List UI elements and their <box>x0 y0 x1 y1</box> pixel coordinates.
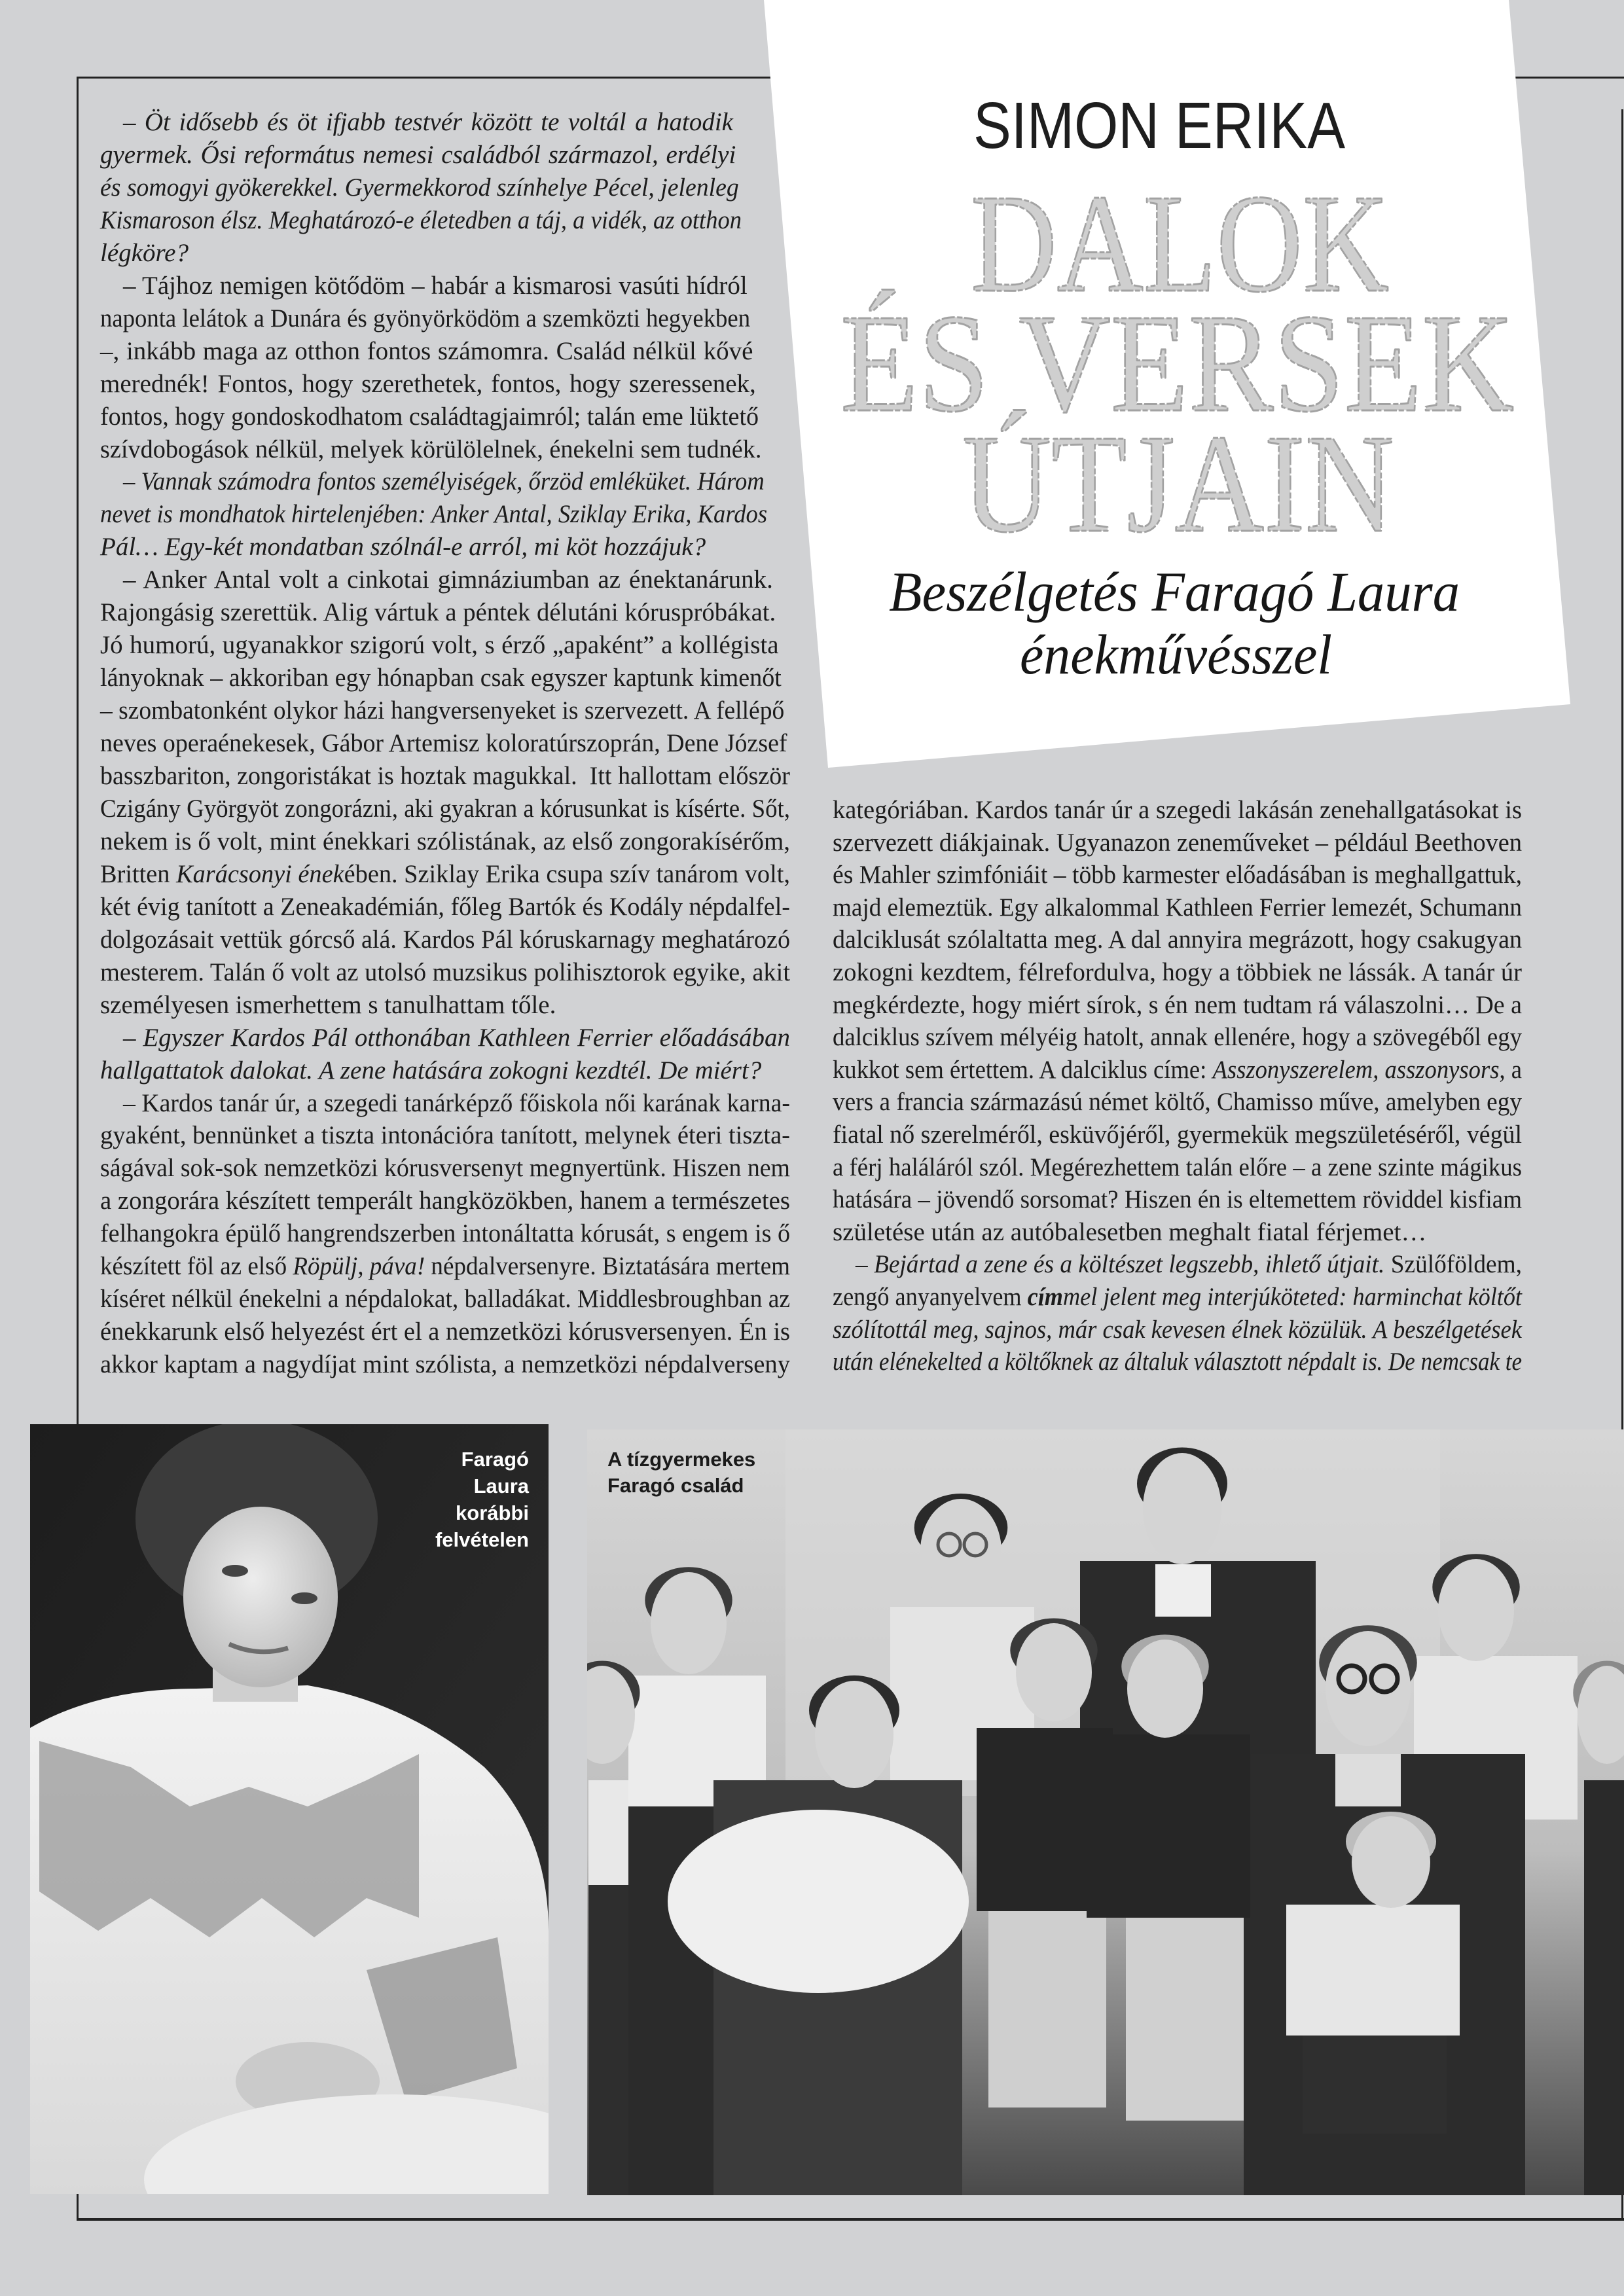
italic-text: Asszonyszerelem, asszonysors <box>1212 1055 1500 1084</box>
text-line <box>100 302 750 335</box>
family-caption-line-1: A tízgyermekes <box>607 1448 756 1471</box>
text-line <box>100 1217 790 1250</box>
text-segment: Czigány Györgyöt zongorázni, aki gyakran a kórusunkat is kísérte. Sőt, <box>100 794 790 823</box>
text-line <box>833 989 1522 1022</box>
text-line <box>833 1086 1522 1119</box>
italic-text: légköre? <box>100 238 189 267</box>
text-segment: énekkarunk első helyezést ért el a nemzetközi kórusversenyen. Én is <box>100 1318 790 1346</box>
text-segment: merednék! Fontos, hogy szerethetek, fontos, hogy szeressenek, <box>100 369 756 398</box>
text-line <box>833 891 1522 924</box>
text-segment: dalciklus szívem mélyéig hatolt, annak ellenére, hogy a szövegéből egy <box>833 1023 1522 1052</box>
text-line <box>833 1314 1522 1346</box>
text-line <box>100 825 790 858</box>
portrait-caption-line-2: Laura <box>473 1475 529 1498</box>
italic-text: – Vannak számodra fontos személyiségek, őrzöd emléküket. Három <box>123 467 765 496</box>
text-line <box>100 924 790 956</box>
text-line <box>100 401 759 433</box>
text-segment: zokogni kezdtem, félrefordulva, hogy a többiek ne lássák. A tanár úr <box>833 958 1522 986</box>
text-line <box>100 1054 790 1087</box>
italic-text: – Öt idősebb és öt ifjabb testvér között te voltál a hatodik <box>123 108 733 136</box>
text-line <box>833 924 1522 956</box>
text-line <box>100 531 770 564</box>
italic-text: mel jelent meg interjúköteted: harminchat költőt <box>1062 1283 1522 1311</box>
text-line <box>833 1183 1522 1216</box>
text-line <box>123 1022 790 1054</box>
text-line <box>100 858 790 891</box>
italic-text: után elénekelted a költőknek az általuk választott népdalt is. De nemcsak te <box>833 1348 1522 1376</box>
text-line <box>100 204 742 237</box>
text-line <box>100 629 779 662</box>
italic-text: gyermek. Ősi református nemesi családból származol, erdélyi <box>100 140 736 169</box>
text-segment: hatására – jövendő sorsomat? Hiszen én is eltemettem röviddel kisfiam <box>833 1185 1522 1214</box>
text-line <box>100 335 753 368</box>
text-line <box>100 1316 790 1348</box>
text-line <box>100 662 782 694</box>
text-line <box>100 596 776 629</box>
text-segment: szívdobogások nélkül, melyek körülölelnek, énekelni sem tudnék. <box>100 435 762 463</box>
text-line <box>833 1346 1522 1378</box>
text-line <box>100 1250 790 1283</box>
italic-text: – Egyszer Kardos Pál otthonában Kathleen Ferrier előadásában <box>123 1023 790 1052</box>
portrait-caption-line-1: Faragó <box>461 1448 529 1471</box>
text-segment: majd elemeztük. Egy alkalommal Kathleen Ferrier lemezét, Schumann <box>833 893 1522 922</box>
text-line <box>100 989 790 1022</box>
text-segment: a zongorára készített temperált hangközökben, hanem a természetes <box>100 1187 790 1215</box>
text-segment: lányoknak – akkoriban egy hónapban csak egyszer kaptunk kimenőt <box>100 664 782 692</box>
text-segment: ságával sok-sok nemzetközi kórusversenyt megnyertünk. Hiszen nem <box>100 1154 790 1183</box>
text-segment: kíséret nélkül énekelni a népdalokat, balladákat. Middlesbroughban az <box>100 1285 790 1314</box>
headline-line-1: DALOK <box>971 165 1389 321</box>
text-segment: Britten <box>100 859 177 888</box>
headline-line-2: ÉS VERSEK <box>840 285 1514 441</box>
text-line <box>833 1216 1522 1249</box>
portrait-caption-line-4: felvételen <box>435 1528 529 1551</box>
text-line <box>833 1054 1522 1086</box>
text-segment: basszbariton, zongoristákat is hoztak magukkal. Itt hallottam először <box>100 762 790 790</box>
text-segment: készített föl az első <box>100 1252 293 1281</box>
text-segment: megkérdezte, hogy miért sírok, s én nem tudtam rá válaszolni… De a <box>833 990 1522 1019</box>
text-segment: Szülőföldem, <box>1384 1250 1522 1279</box>
text-line <box>833 827 1522 859</box>
text-line <box>100 498 767 531</box>
italic-text: és somogyi gyökerekkel. Gyermekkorod színhelye Pécel, jelenleg <box>100 173 739 202</box>
text-segment: népdalversenyre. Biztatására mertem <box>425 1252 790 1281</box>
subtitle-line-2: énekművésszel <box>1020 623 1332 686</box>
text-line <box>100 139 736 171</box>
text-line <box>100 368 756 401</box>
text-line <box>100 237 744 270</box>
text-line <box>856 1248 1522 1281</box>
text-segment: fontos, hogy gondoskodhatom családtagjaimról; talán eme lüktető <box>100 402 759 431</box>
text-segment: és Mahler szimfóniáit – több karmester előadásában is meghallgattuk, <box>833 861 1522 889</box>
text-line <box>123 465 765 498</box>
text-segment: felhangokra épülő hangrendszerben intonáltatta kórusát, s engem is ő <box>100 1219 790 1248</box>
text-segment: személyesen ismerhettem s tanulhattam tőle. <box>100 990 556 1019</box>
text-segment: – Tájhoz nemigen kötődöm – habár a kismarosi vasúti hídról <box>123 271 748 300</box>
family-caption-line-2: Faragó család <box>607 1474 744 1497</box>
text-line <box>100 793 790 825</box>
text-segment: kategóriában. Kardos tanár úr a szegedi lakásán zenehallgatásokat is <box>833 796 1522 824</box>
italic-text: – Bejártad a zene és a költészet legszebb, ihlető útjait. <box>856 1250 1385 1279</box>
text-line <box>100 727 787 760</box>
text-segment: akkor kaptam a nagydíjat mint szólista, a nemzetközi népdalverseny <box>100 1350 790 1379</box>
text-line <box>833 1281 1522 1314</box>
italic-text: nevet is mondhatok hirtelenjében: Anker Antal, Sziklay Erika, Kardos <box>100 500 768 529</box>
text-segment: neves operaénekesek, Gábor Artemisz koloratúrszoprán, Dene József <box>100 729 787 758</box>
text-line <box>833 859 1522 891</box>
text-line <box>100 1119 790 1152</box>
text-segment: két évig tanított a Zeneakadémián, főleg Bartók és Kodály népdalfel- <box>100 892 790 921</box>
text-segment: zengő anyanyelvem <box>833 1283 1028 1311</box>
text-line <box>100 694 784 727</box>
italic-text: Röpülj, páva! <box>293 1252 425 1281</box>
text-line <box>100 1185 790 1217</box>
text-segment: nekem is ő volt, mint énekkari szólistának, az első zongorakísérőm, <box>100 827 790 855</box>
text-line <box>833 1021 1522 1054</box>
text-line <box>123 106 733 139</box>
text-segment: kukkot sem értettem. A dalciklus címe: <box>833 1055 1213 1084</box>
author-name: SIMON ERIKA <box>973 89 1346 162</box>
text-line <box>100 1348 790 1381</box>
text-segment: –, inkább maga az otthon fontos számomra. Család nélkül kővé <box>100 336 753 365</box>
portrait-caption-line-3: korábbi <box>456 1501 529 1524</box>
text-segment: , a <box>1499 1055 1522 1084</box>
text-segment: születése után az autóbalesetben meghalt fiatal férjemet… <box>833 1217 1427 1246</box>
text-segment: mesterem. Talán ő volt az utolsó muzsikus polihisztorok egyike, akit <box>100 958 790 986</box>
italic-text: Karácsonyi ének <box>176 859 344 888</box>
text-segment: – Kardos tanár úr, a szegedi tanárképző főiskola női karának karna- <box>123 1088 790 1117</box>
text-segment: dolgozásait vettük górcső alá. Kardos Pál kóruskarnagy meghatározó <box>100 925 790 954</box>
text-segment: a férj haláláról szól. Megérezhettem talán előre – a zene szinte mágikus <box>833 1153 1522 1181</box>
subtitle-line-1: Beszélgetés Faragó Laura <box>889 560 1460 623</box>
text-line <box>833 794 1522 827</box>
text-segment: vers a francia származású német költő, Chamisso műve, amelyben egy <box>833 1088 1522 1117</box>
text-segment: gyaként, bennünket a tiszta intonációra tanított, melynek éteri tiszta- <box>100 1121 790 1150</box>
text-line <box>100 1283 790 1316</box>
text-segment: – szombatonként olykor házi hangversenyeket is szervezett. A fellépő <box>100 696 785 725</box>
italic-text: Pál… Egy-két mondatban szólnál-e arról, mi köt hozzájuk? <box>100 533 706 562</box>
text-line <box>833 1119 1522 1151</box>
text-segment: Rajongásig szerettük. Alig vártuk a péntek délutáni kóruspróbákat. <box>100 598 776 627</box>
text-line <box>100 433 761 466</box>
text-line <box>100 760 790 793</box>
headline-line-3: ÚTJAIN <box>962 405 1394 562</box>
text-segment: Jó humorú, ugyanakkor szigorú volt, s érző „apaként” a kollégista <box>100 631 779 660</box>
italic-text: cím <box>1027 1283 1063 1311</box>
text-segment: dalciklusát szólaltatta meg. A dal annyira megrázott, hogy csakugyan <box>833 925 1522 954</box>
text-line <box>123 270 748 302</box>
text-line <box>833 1151 1522 1184</box>
text-line <box>833 956 1522 989</box>
italic-text: hallgattatok dalokat. A zene hatására zokogni kezdtél. De miért? <box>100 1056 762 1085</box>
text-line <box>123 1087 790 1120</box>
text-line <box>100 171 739 204</box>
text-line <box>100 956 790 989</box>
italic-text: Kismaroson élsz. Meghatározó-e életedben a táj, a vidék, az otthon <box>100 206 742 234</box>
italic-text: szólítottál meg, sajnos, már csak kevesen élnek közülük. A beszélgetések <box>833 1315 1522 1344</box>
text-segment: ében. Sziklay Erika csupa szív tanárom volt, <box>344 859 790 888</box>
text-segment: naponta lelátok a Dunára és gyönyörködöm a szemközti hegyekben <box>100 304 751 332</box>
text-segment: fiatal nő szerelméről, esküvőjéről, gyermekük megszületéséről, végül <box>833 1121 1522 1149</box>
text-line <box>123 564 773 596</box>
text-line <box>100 1152 790 1185</box>
text-segment: szervezett diákjainak. Ugyanazon zeneműveket – például Beethoven <box>833 828 1522 857</box>
text-segment: – Anker Antal volt a cinkotai gimnáziumban az énektanárunk. <box>123 565 773 594</box>
text-line <box>100 891 790 924</box>
